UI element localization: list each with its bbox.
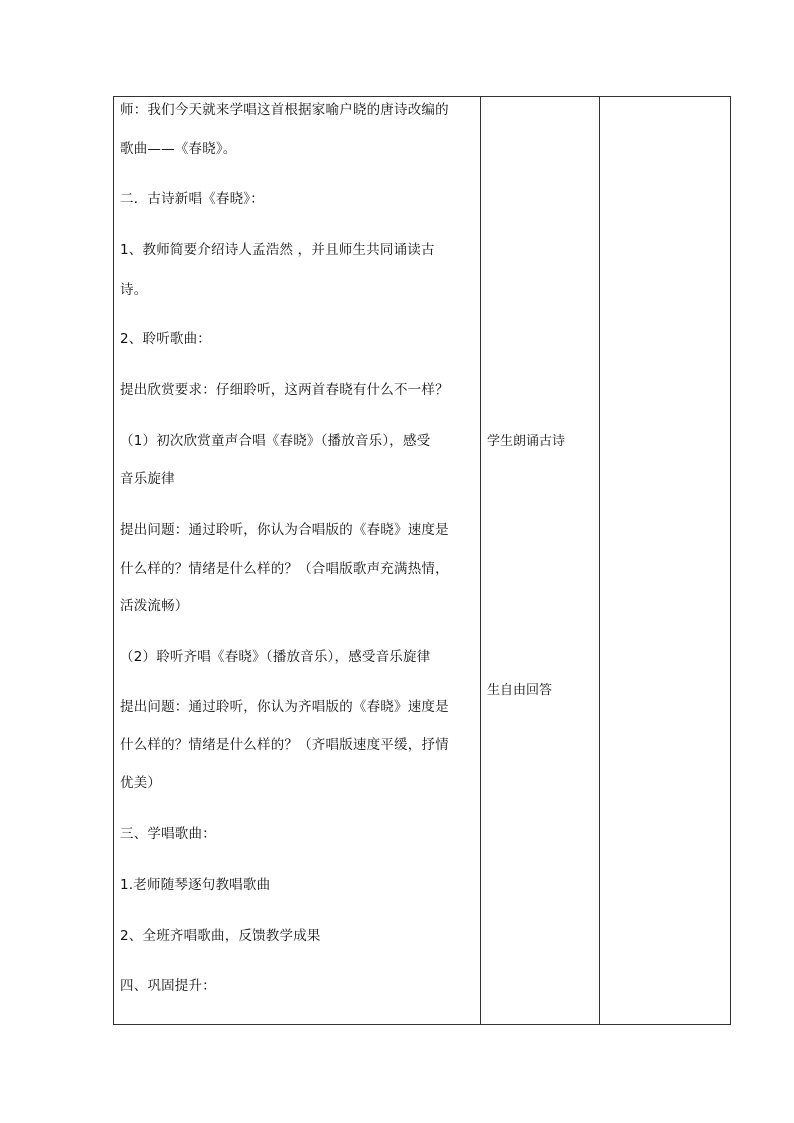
content-line: 1、教师简要介绍诗人孟浩然 ，并且师生共同诵读古 [120, 242, 435, 258]
content-line: 提出问题：通过聆听，你认为合唱版的《春晓》速度是 [120, 522, 449, 538]
content-line: 音乐旋律 [120, 471, 175, 487]
student-activity-note: 生自由回答 [487, 683, 553, 698]
content-line: 2、全班齐唱歌曲，反馈教学成果 [120, 928, 321, 944]
section-heading: 三、学唱歌曲： [120, 826, 216, 842]
content-line: 提出欣赏要求：仔细聆听，这两首春晓有什么不一样？ [120, 382, 449, 398]
content-line: 诗。 [120, 282, 148, 298]
content-line: （2）聆听齐唱《春晓》（播放音乐），感受音乐旋律 [120, 649, 431, 665]
section-heading: 四、巩固提升： [120, 978, 216, 994]
column-divider-2 [599, 97, 600, 1024]
content-line: （1）初次欣赏童声合唱《春晓》（播放音乐），感受 [120, 433, 431, 449]
content-line: 活泼流畅） [120, 598, 189, 614]
content-line: 什么样的？情绪是什么样的？（齐唱版速度平缓，抒情 [120, 737, 449, 753]
content-line: 什么样的？情绪是什么样的？（合唱版歌声充满热情， [120, 561, 449, 577]
lesson-plan-table [113, 96, 731, 1025]
content-line: 优美） [120, 775, 162, 791]
column-divider-1 [480, 97, 481, 1024]
content-line: 歌曲——《春晓》。 [120, 141, 237, 157]
section-heading: 二．古诗新唱《春晓》： [120, 191, 264, 207]
content-line: 2、聆听歌曲： [120, 331, 211, 347]
content-line: 1.老师随琴逐句教唱歌曲 [120, 877, 271, 893]
content-line: 师：我们今天就来学唱这首根据家喻户晓的唐诗改编的 [120, 102, 449, 118]
student-activity-note: 学生朗诵古诗 [487, 434, 566, 449]
content-line: 提出问题：通过聆听，你认为齐唱版的《春晓》速度是 [120, 699, 449, 715]
